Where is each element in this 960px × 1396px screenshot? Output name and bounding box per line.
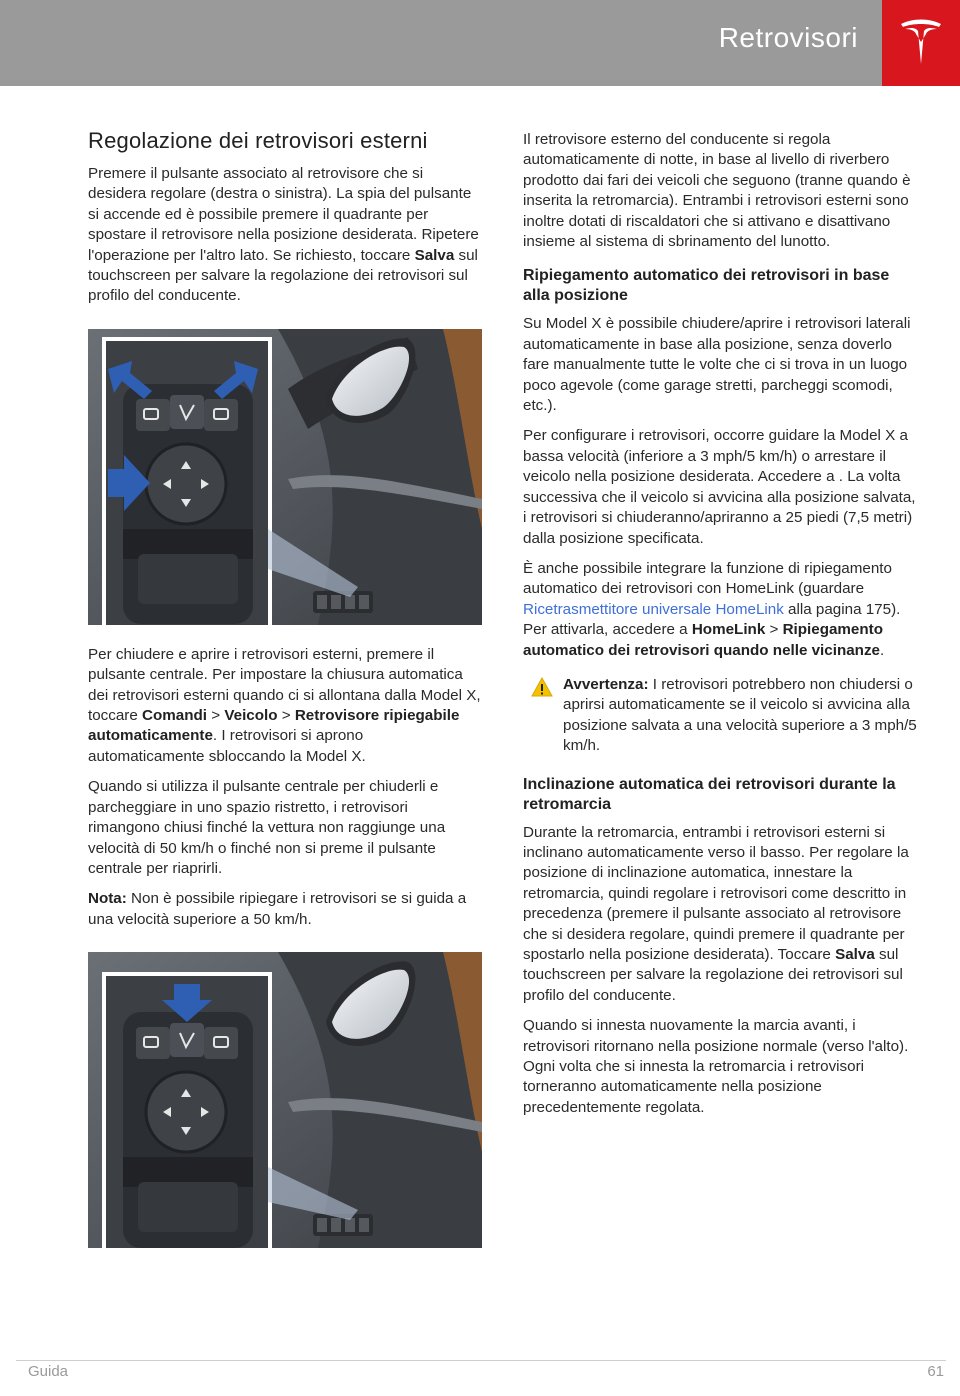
salva-label: Salva xyxy=(414,246,455,264)
subheading-auto-fold: Ripiegamento automatico dei retrovisori in base alla posizione xyxy=(523,267,890,305)
paragraph-reverse-tilt: Durante la retromarcia, entrambi i retrovisori esterni si inclinano automaticamente verso il basso. Per regolare la posizione di inclinazione automatica, innestare la retromarcia, quindi regolare i retrovisori come descritto in precedenza (premere il pulsante associato al retrovisore che si desidera regolare, quindi premere il quadrante per spostarlo nella posizione desiderata). Toccare Salva sul touchscreen per salvare la regolazione dei retrovisori sul profilo del conducente. xyxy=(523,823,909,1004)
note-label: Nota: xyxy=(88,890,127,908)
brand-logo xyxy=(882,0,960,86)
warning-label: Avvertenza: xyxy=(563,675,649,693)
page-header xyxy=(0,0,960,86)
warning-icon xyxy=(531,677,553,697)
section-heading: Regolazione dei retrovisori esterni xyxy=(88,128,428,153)
footer-divider xyxy=(16,1360,946,1361)
tesla-logo-icon xyxy=(899,18,943,66)
right-column xyxy=(523,130,918,1128)
subheading-reverse-tilt: Inclinazione automatica dei retrovisori durante la retromarcia xyxy=(523,775,896,813)
footer-section: Guida xyxy=(28,1363,69,1380)
mirror-controls-photo-1 xyxy=(88,329,482,625)
paragraph-homelink: È anche possibile integrare la funzione di ripiegamento automatico dei retrovisori con HomeLink (guardare Ricetrasmettitore universale HomeLink alla pagina 175). Per attivarla, accedere a HomeLink > Ripiegamento automatico dei retrovisori quando nelle vicinanze. xyxy=(523,559,901,659)
homelink-link[interactable]: Ricetrasmettitore universale HomeLink xyxy=(523,600,784,618)
note-paragraph: Nota: Non è possibile ripiegare i retrovisori se si guida a una velocità superiore a 50 km/h. xyxy=(88,890,467,928)
warning-box: Avvertenza: I retrovisori potrebbero non chiudersi o aprirsi automaticamente se il veicolo si avvicina alla posizione salvata a una velocità superiore a 3 mph/5 km/h. xyxy=(523,675,918,757)
paragraph-fold-configure: Per configurare i retrovisori, occorre guidare la Model X a bassa velocità (inferiore a 3 mph/5 km/h) o arrestare il veicolo nella posizione desiderata. Accedere a . La volta successiva che il veicolo si avvicina alla posizione salvata, i retrovisori si chiuderanno/apriranno a 25 piedi (7,5 metri) dalla posizione specificata. xyxy=(523,427,916,547)
paragraph-forward-gear: Quando si innesta nuovamente la marcia avanti, i retrovisori ritornano nella posizione normale (verso l'alto). Ogni volta che si innesta la retromarcia i retrovisori torneranno automaticamente nella posizione precedentemente regolata. xyxy=(523,1017,909,1116)
paragraph-fold-intro: Su Model X è possibile chiudere/aprire i retrovisori laterali automaticamente in base alla posizione, senza doverlo fare manualmente tutte le volte che ci si trova in un luogo poco agevole (come garage stretti, parcheggi scomodi, etc.). xyxy=(523,315,911,415)
paragraph-auto-dim: Il retrovisore esterno del conducente si regola automaticamente di notte, in base al livello di riverbero prodotto dai fari dei veicoli che seguono (tranne quando è inserita la retromarcia). Entrambi i retrovisori esterni sono inoltre dotati di riscaldatori che si attivano e disattivano insieme al sistema di sbrinamento del lunotto. xyxy=(523,131,911,251)
paragraph-fold: Per chiudere e aprire i retrovisori esterni, premere il pulsante centrale. Per impostare la chiusura automatica dei retrovisori esterni quando ci si allontana dalla Model X, toccare Comandi > Veicolo > Retrovisore ripiegabile automaticamente. I retrovisori si aprono automaticamente sbloccando la Model X. xyxy=(88,645,481,765)
mirror-controls-photo-2 xyxy=(88,952,482,1248)
paragraph-center-button: Quando si utilizza il pulsante centrale per chiuderli e parcheggiare in uno spazio ristretto, i retrovisori rimangono chiusi finché la vettura non raggiunge una velocità di 50 km/h o finché non si preme il pulsante centrale per riaprirli. xyxy=(88,778,446,877)
header-title: Retrovisori xyxy=(718,22,858,53)
left-column xyxy=(88,128,482,1268)
paragraph-adjust: Premere il pulsante associato al retrovisore che si desidera regolare (destra o sinistra). La spia del pulsante si accende ed è possibile premere il quadrante per spostare il retrovisore nella posizione desiderata. Ripetere l'operazione per l'altro lato. Se richiesto, toccare Salva sul touchscreen per salvare la regolazione dei retrovisori sul profilo del conducente. xyxy=(88,165,479,305)
page-number: 61 xyxy=(927,1363,944,1380)
